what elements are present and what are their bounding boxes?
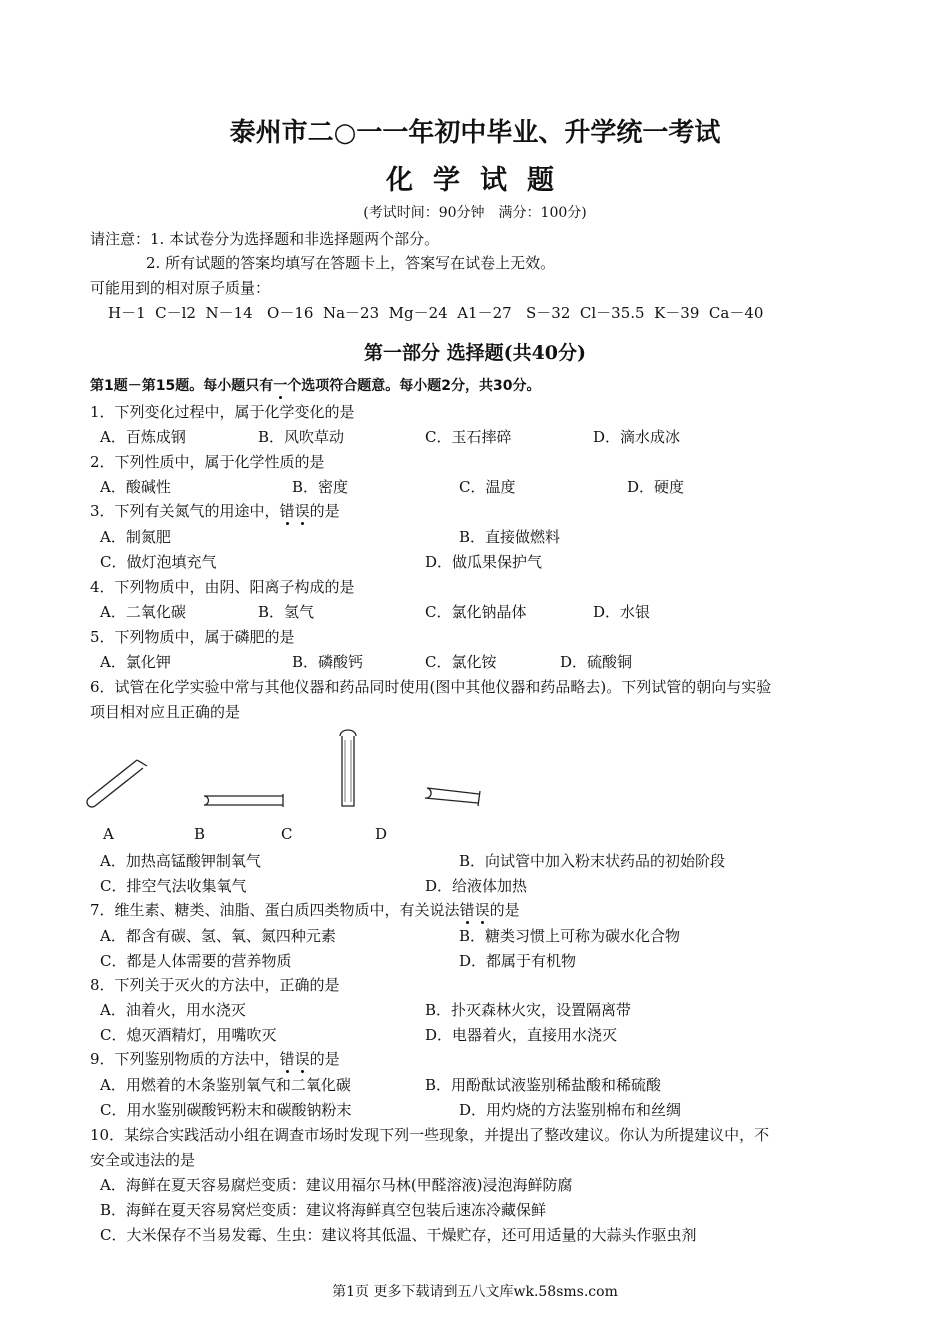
emphasis-dot-char: 误 xyxy=(294,1050,310,1068)
subject-title: 化学试题 xyxy=(386,165,574,196)
q9-option-d: D．用灼烧的方法鉴别棉布和丝绸 xyxy=(459,1101,682,1119)
q7-stem-text: 7．维生素、糖类、油脂、蛋白质四类物质中，有关说法 xyxy=(90,901,460,919)
q6-stem-line1: 6．试管在化学实验中常与其他仪器和药品同时使用(图中其他仪器和药品略去)。下列试管的朝向与实验 xyxy=(90,678,772,696)
test-tube-figure xyxy=(85,728,485,816)
q8-option-b: B．扑灭森林火灾，设置隔离带 xyxy=(425,1001,632,1019)
q4-option-b: B．氢气 xyxy=(258,603,315,621)
q3-stem xyxy=(90,500,340,521)
q6-option-c: C．排空气法收集氧气 xyxy=(100,877,247,895)
q3-option-c: C．做灯泡填充气 xyxy=(100,553,217,571)
q4-stem: 4．下列物质中，由阴、阳离子构成的是 xyxy=(90,578,355,596)
q7-option-b: B．糖类习惯上可称为碳水化合物 xyxy=(459,927,681,945)
q10-stem-line2: 安全或违法的是 xyxy=(90,1151,196,1169)
q6-option-d: D．给液体加热 xyxy=(425,877,528,895)
q1-option-d: D．滴水成冰 xyxy=(593,428,681,446)
q3-option-a: A．制氮肥 xyxy=(100,528,171,546)
q9-option-a: A．用燃着的木条鉴别氧气和二氧化碳 xyxy=(100,1076,351,1094)
note-line-2: 2. 所有试题的答案均填写在答题卡上，答案写在试卷上无效。 xyxy=(146,254,556,272)
test-tube-a-icon xyxy=(87,760,147,807)
q5-option-d: D．硫酸铜 xyxy=(560,653,633,671)
q1-option-a: A．百炼成钢 xyxy=(100,428,186,446)
fig-label-c: C xyxy=(281,825,293,843)
q3-stem-text: 3．下列有关氮气的用途中， xyxy=(90,502,280,520)
q7-option-a: A．都含有碳、氢、氧、氮四种元素 xyxy=(100,927,336,945)
q7-option-d: D．都属于有机物 xyxy=(459,952,577,970)
test-tube-b-icon xyxy=(204,794,283,807)
note-line-1: 请注意：1. 本试卷分为选择题和非选择题两个部分。 xyxy=(90,230,440,248)
q4-option-c: C．氯化钠晶体 xyxy=(425,603,527,621)
emphasis-dot-char: 一 xyxy=(273,378,288,394)
q1-stem: 1．下列变化过程中，属于化学变化的是 xyxy=(90,403,355,421)
atomic-mass-label: 可能用到的相对原子质量： xyxy=(90,279,271,297)
q10-option-c: C．大米保存不当易发霉、生虫：建议将其低温、干燥贮存，还可用适量的大蒜头作驱虫剂 xyxy=(100,1226,697,1244)
q7-option-c: C．都是人体需要的营养物质 xyxy=(100,952,292,970)
page-footer: 第1页 更多下载请到五八文库wk.58sms.com xyxy=(332,1284,618,1300)
emphasis-dot-char: 错 xyxy=(279,502,295,520)
exam-title: 泰州市二○一一年初中毕业、升学统一考试 xyxy=(229,118,721,148)
q6-stem-line2: 项目相对应且正确的是 xyxy=(90,703,241,721)
exam-info: (考试时间：90分钟 满分：100分) xyxy=(363,205,587,221)
q5-option-c: C．氯化铵 xyxy=(425,653,497,671)
q10-option-a: A．海鲜在夏天容易腐烂变质：建议用福尔马林(甲醛溶液)浸泡海鲜防腐 xyxy=(100,1176,573,1194)
q9-option-b: B．用酚酞试液鉴别稀盐酸和稀硫酸 xyxy=(425,1076,662,1094)
q4-option-a: A．二氧化碳 xyxy=(100,603,186,621)
q3-stem-text: 的是 xyxy=(309,502,340,520)
emphasis-dot-char: 误 xyxy=(294,502,310,520)
test-tube-c-icon xyxy=(340,730,356,806)
q2-option-a: A．酸碱性 xyxy=(100,478,171,496)
emphasis-dot-char: 错 xyxy=(459,901,475,919)
q5-stem: 5．下列物质中，属于磷肥的是 xyxy=(90,628,295,646)
q3-option-b: B．直接做燃料 xyxy=(459,528,561,546)
q8-stem: 8．下列关于灭火的方法中，正确的是 xyxy=(90,976,340,994)
q7-stem xyxy=(90,899,520,920)
q9-stem xyxy=(90,1048,340,1069)
q1-option-b: B．风吹草动 xyxy=(258,428,345,446)
fig-label-a: A xyxy=(103,825,114,843)
q7-stem-text: 的是 xyxy=(489,901,520,919)
q8-option-d: D．电器着火，直接用水浇灭 xyxy=(425,1026,618,1044)
instruction-text: 第1题－第15题。每小题只有 xyxy=(90,378,274,394)
fig-label-b: B xyxy=(194,825,206,843)
instruction-text: 个选项符合题意。每小题2分，共30分。 xyxy=(287,378,541,394)
q5-option-b: B．磷酸钙 xyxy=(292,653,364,671)
q2-option-d: D．硬度 xyxy=(627,478,685,496)
q10-option-b: B．海鲜在夏天容易窝烂变质：建议将海鲜真空包装后速冻冷藏保鲜 xyxy=(100,1201,547,1219)
q6-option-b: B．向试管中加入粉末状药品的初始阶段 xyxy=(459,852,726,870)
fig-label-d: D xyxy=(375,825,388,843)
emphasis-dot-char: 错 xyxy=(279,1050,295,1068)
emphasis-dot-char: 误 xyxy=(474,901,490,919)
q10-stem-line1: 10．某综合实践活动小组在调查市场时发现下列一些现象，并提出了整改建议。你认为所提建议中，不 xyxy=(90,1126,770,1144)
q9-stem-text: 9．下列鉴别物质的方法中， xyxy=(90,1050,280,1068)
q2-option-c: C．温度 xyxy=(459,478,516,496)
q9-stem-text: 的是 xyxy=(309,1050,340,1068)
atomic-masses: H－1 C－l2 N－14 O－16 Na－23 Mg－24 A1－27 S－32 Cl－35.5 K－39 Ca－40 xyxy=(108,304,764,322)
q3-option-d: D．做瓜果保护气 xyxy=(425,553,543,571)
q2-option-b: B．密度 xyxy=(292,478,349,496)
q8-option-c: C．熄灭酒精灯，用嘴吹灭 xyxy=(100,1026,277,1044)
part1-instruction xyxy=(90,375,540,395)
q8-option-a: A．油着火，用水浇灭 xyxy=(100,1001,246,1019)
q6-option-a: A．加热高锰酸钾制氧气 xyxy=(100,852,261,870)
q4-option-d: D．水银 xyxy=(593,603,651,621)
q9-option-c: C．用水鉴别碳酸钙粉末和碳酸钠粉末 xyxy=(100,1101,352,1119)
q5-option-a: A．氯化钾 xyxy=(100,653,171,671)
test-tube-d-icon xyxy=(425,788,480,806)
q2-stem: 2．下列性质中，属于化学性质的是 xyxy=(90,453,325,471)
part1-heading: 第一部分 选择题(共40分) xyxy=(363,342,587,364)
q1-option-c: C．玉石摔碎 xyxy=(425,428,512,446)
